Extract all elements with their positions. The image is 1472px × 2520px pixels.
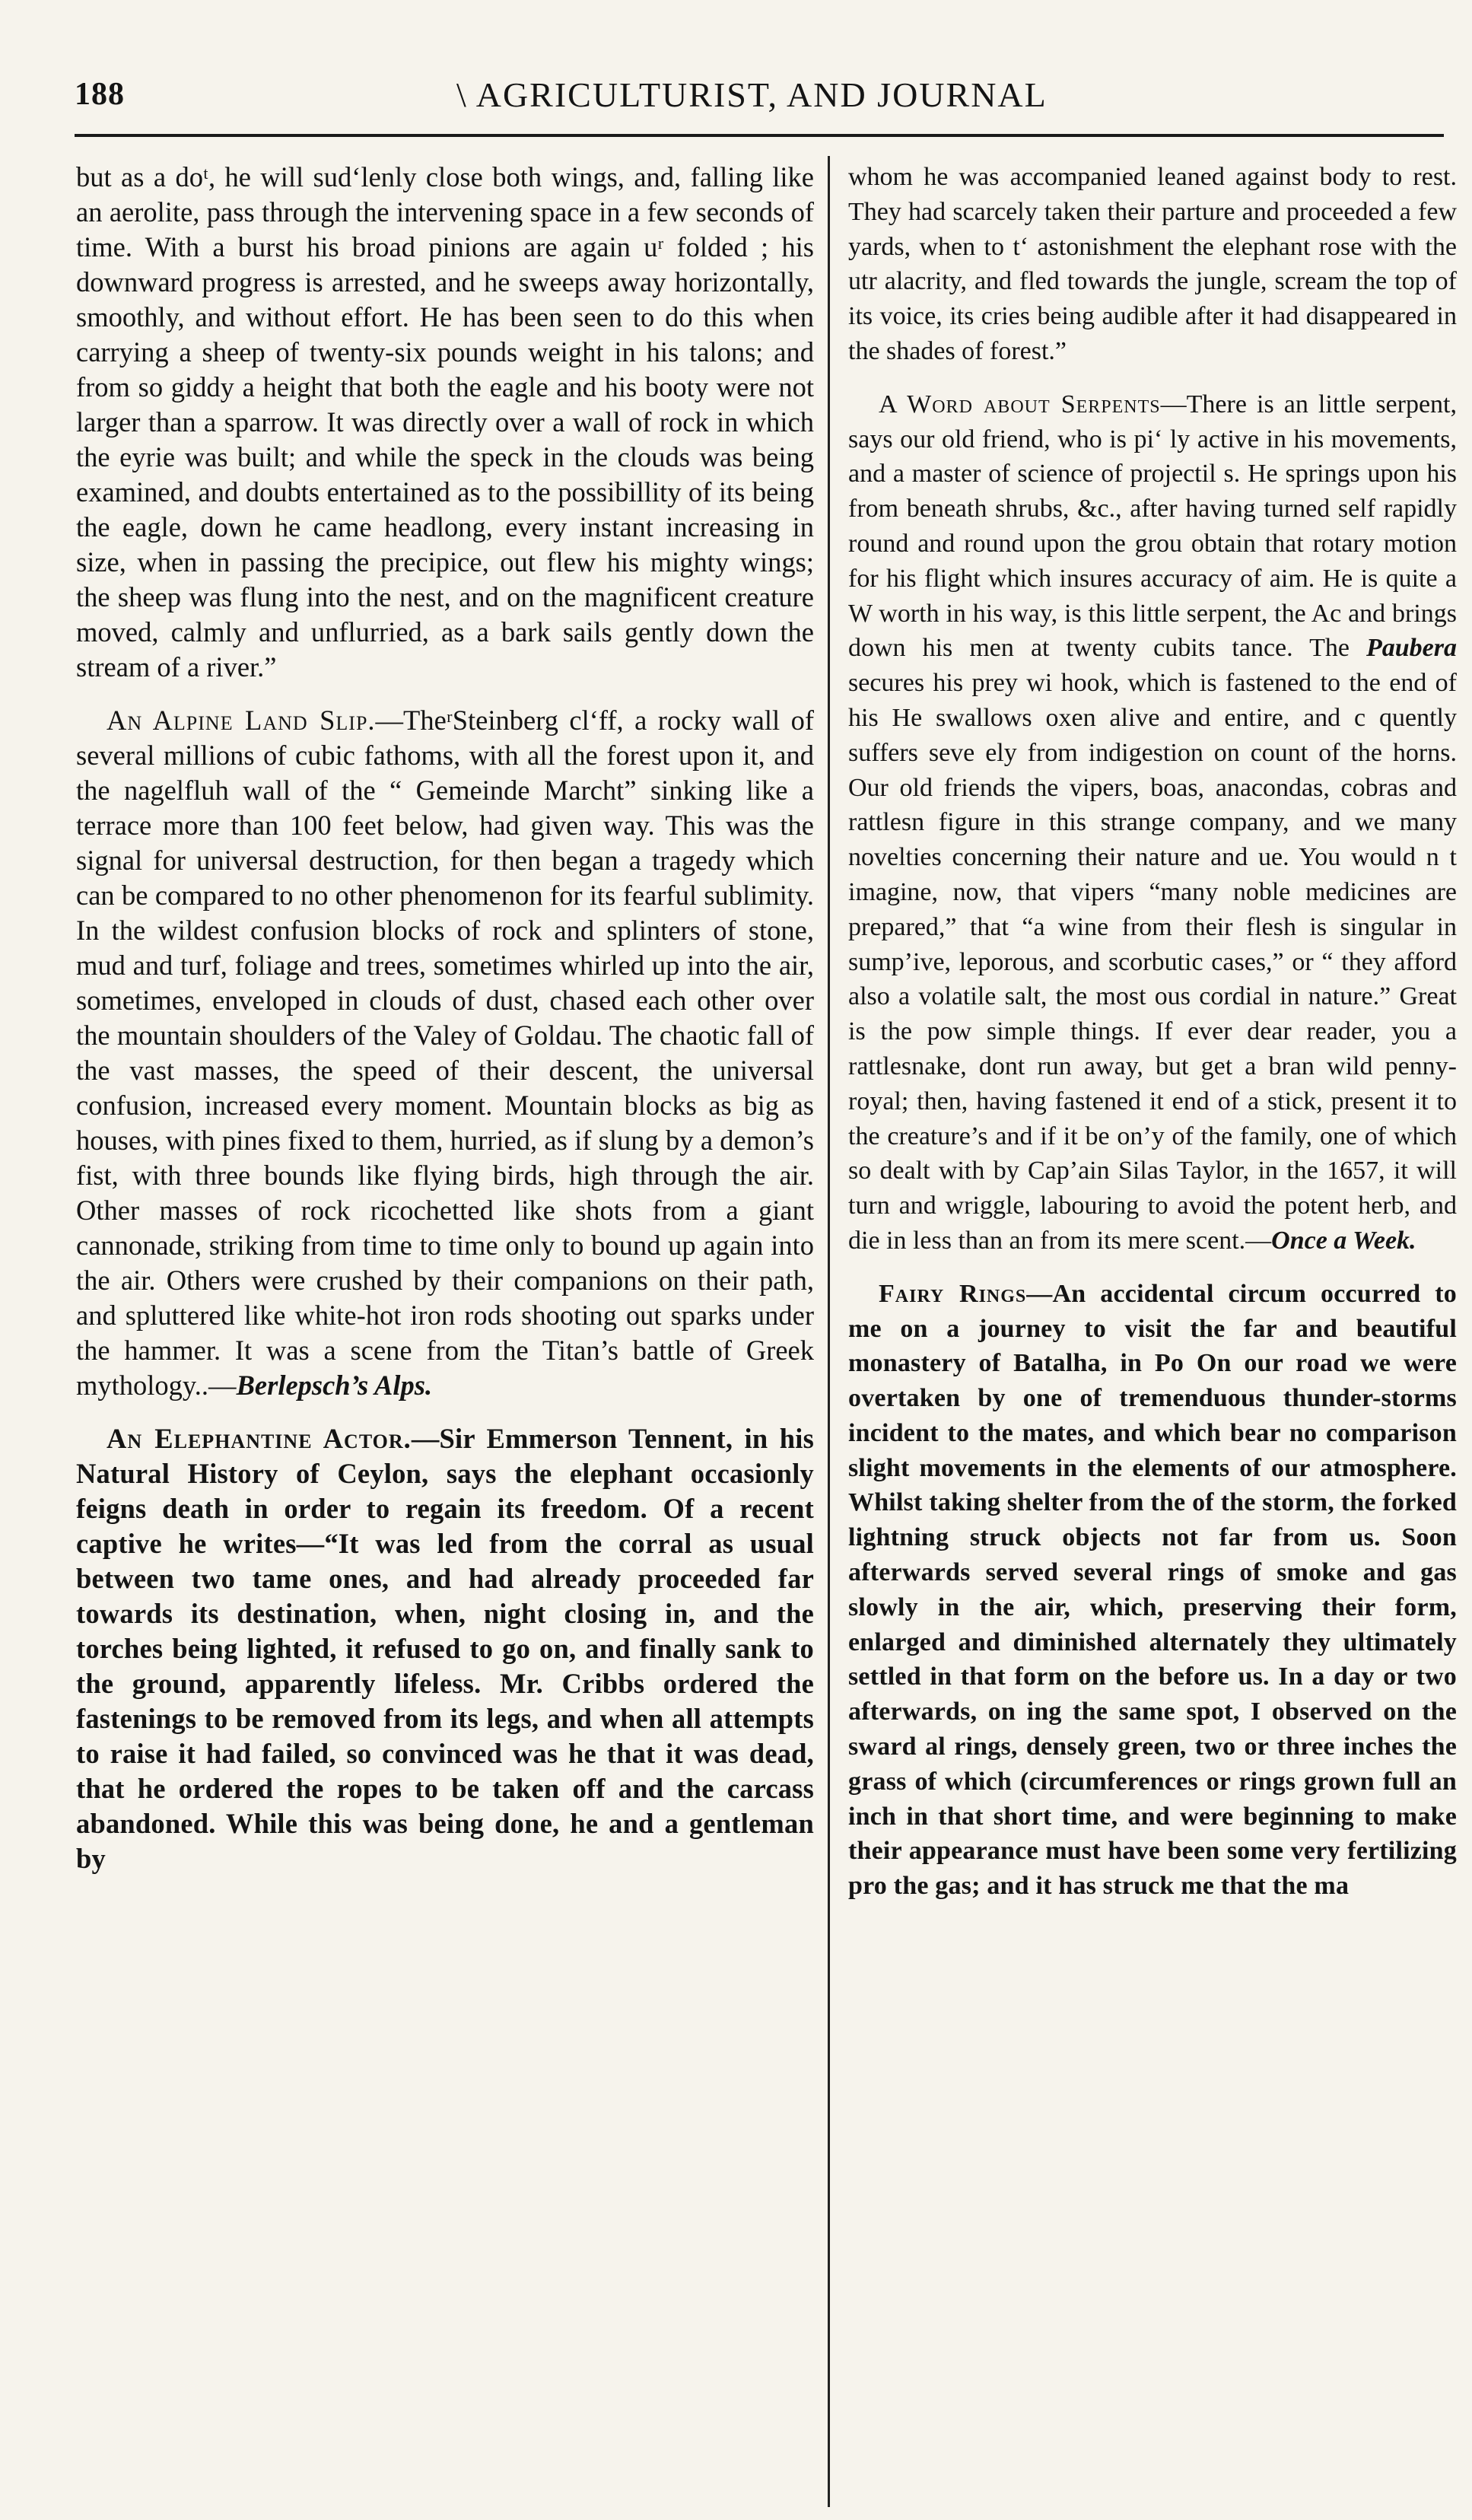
paubera-term: Paubera xyxy=(1366,634,1457,663)
running-title: \ AGRICULTURIST, AND JOURNAL xyxy=(456,75,1048,114)
header-rule xyxy=(75,134,1444,137)
elephantine-actor-article xyxy=(76,1421,814,1876)
right-column xyxy=(848,160,1457,2503)
serpents-body-2: secures his prey wi hook, which is fastened to the end of his He swallows oxen alive and entire, and c quently suffers seve ely from indigestion on count of the horns. Our old friends the vipers, boas, anacondas, cobras and rattlesn figure in this strange company, and we many novelties concerning their nature and ue. You would n t imagine, now, that vipers “many noble medicines are prepared,” that “a wine from their flesh is singular in sump’ive, leporous, and scorbutic cases,” or “ they afford also a volatile salt, the most ous cordial in nature.” Great is the pow simple things. If ever dear reader, you a rattlesnake, dont run away, but get a bran wild penny-royal; then, having fastened it end of a stick, present it to the creature’s and if it be on’y of the family, one of which so dealt with by Cap’ain Silas Taylor, in the 1657, it will turn and wriggle, labouring to avoid the potent herb, and die in less than an from its mere scent.— xyxy=(848,669,1457,1255)
serpents-article xyxy=(848,387,1457,1258)
alpine-source: Berlepsch’s Alps. xyxy=(236,1370,433,1401)
column-divider xyxy=(828,156,830,2507)
left-column xyxy=(76,160,814,2503)
fairy-heading: Fairy Rings xyxy=(879,1279,1027,1308)
eagle-article-continued: but as a doᵗ, he will sudʻlenly close both wings, and, falling like an aerolite, pass through the intervening space in a few seconds of time. With a burst his broad pinions are again uʳ folded ; his downward progress is arrested, and he sweeps away horizontally, smoothly, and without effort. He has been seen to do this when carrying a sheep of twenty-six pounds weight in his talons; and from so giddy a height that both the eagle and his booty were not larger than a sparrow. It was directly over a wall of rock in which the eyrie was built; and while the speck in the clouds was being examined, and doubts entertained as to the possibillity of its being the eagle, down he came headlong, every instant increasing in size, when in passing the precipice, out flew his mighty wings; the sheep was flung into the nest, and on the magnificent creature moved, calmly and unflurried, as a bark sails gently down the stream of a river.” xyxy=(76,161,814,682)
fairy-body: —An accidental circum occurred to me on a journey to visit the far and beautiful monastery of Batalha, in Po On our road we were overtaken by one of tremenduous thunder-storms incident to the mates, and which bear no comparison slight movements in the elements of our atmosphere. Whilst taking shelter from the of the storm, the forked lightning struck objects not far from us. Soon afterwards served several rings of smoke and gas slowly in the air, which, preserving their form, enlarged and diminished alternately they ultimately settled in that form on the before us. In a day or two afterwards, on ing the same spot, I observed on the sward al rings, densely green, two or three inches the grass of which (circumferences or rings grown full an inch in that short time, and were beginning to make their appearance must have been some very fertilizing pro the gas; and it has struck me that the ma xyxy=(848,1279,1457,1901)
serpents-source: Once a Week. xyxy=(1271,1226,1416,1255)
elephant-article-continued: whom he was accompanied leaned against body to rest. They had scarcely taken their parture and proceeded a few yards, when to tʻ astonishment the elephant rose with the utr alacrity, and fled towards the jungle, scream the top of its voice, its cries being audible after it had disappeared in the shades of forest.” xyxy=(848,163,1457,365)
alpine-heading: An Alpine Land Slip. xyxy=(107,705,376,736)
alpine-land-slip-article xyxy=(76,703,814,1403)
elephant-body: —Sir Emmerson Tennent, in his Natural History of Ceylon, says the elephant occasionly feigns death in order to regain its freedom. Of a recent captive he writes—“It was led from the corral as usual between two tame ones, and had already proceeded far towards its destination, when, night closing in, and the torches being lighted, it refused to go on, and finally sank to the ground, apparently lifeless. Mr. Cribbs ordered the fastenings to be removed from its legs, and when all attempts to raise it had failed, so convinced was he that it was dead, that he ordered the ropes to be taken off and the carcass abandoned. While this was being done, he and a gentleman by xyxy=(76,1423,814,1874)
serpents-body: —There is an little serpent, says our old friend, who is piʻ ly active in his movements, and a master of science of projectil s. He springs upon his from beneath shrubs, &c., after having turned self rapidly round and round upon the grou obtain that rotary motion for his flight which insures accuracy of aim. He is quite a W worth in his way, is this little serpent, the Ac and brings down his men at twenty cubits tance. The xyxy=(848,390,1457,663)
alpine-body: —TheʳSteinberg clʻff, a rocky wall of several millions of cubic fathoms, with all the forest upon it, and the nagelfluh wall of the “ Gemeinde Marcht” sinking like a terrace more than 100 feet below, had given way. This was the signal for universal destruction, for then began a tragedy which can be compared to no other phenomenon for its fearful sublimity. In the wildest confusion blocks of rock and splinters of stone, mud and turf, foliage and trees, sometimes whirled up into the air, sometimes, enveloped in clouds of dust, chased each other over the mountain shoulders of the Valey of Goldau. The chaotic fall of the vast masses, the speed of their descent, the universal confusion, increased every moment. Mountain blocks as big as houses, with pines fixed to them, hurried, as if slung by a demon’s fist, with three bounds like flying birds, high through the air. Other masses of rock ricochetted like shots from a giant cannonade, striking from time to time only to bound up again into the air. Others were crushed by their companions on their path, and spluttered like white-hot iron rods shooting out sparks under the hammer. It was a scene from the Titan’s battle of Greek mythology..— xyxy=(76,705,814,1401)
elephant-heading: An Elephantine Actor. xyxy=(107,1423,412,1454)
serpents-heading: A Word about Serpents xyxy=(879,390,1161,418)
fairy-rings-article xyxy=(848,1277,1457,1904)
page-number: 188 xyxy=(75,77,125,112)
page-header xyxy=(0,0,1472,145)
